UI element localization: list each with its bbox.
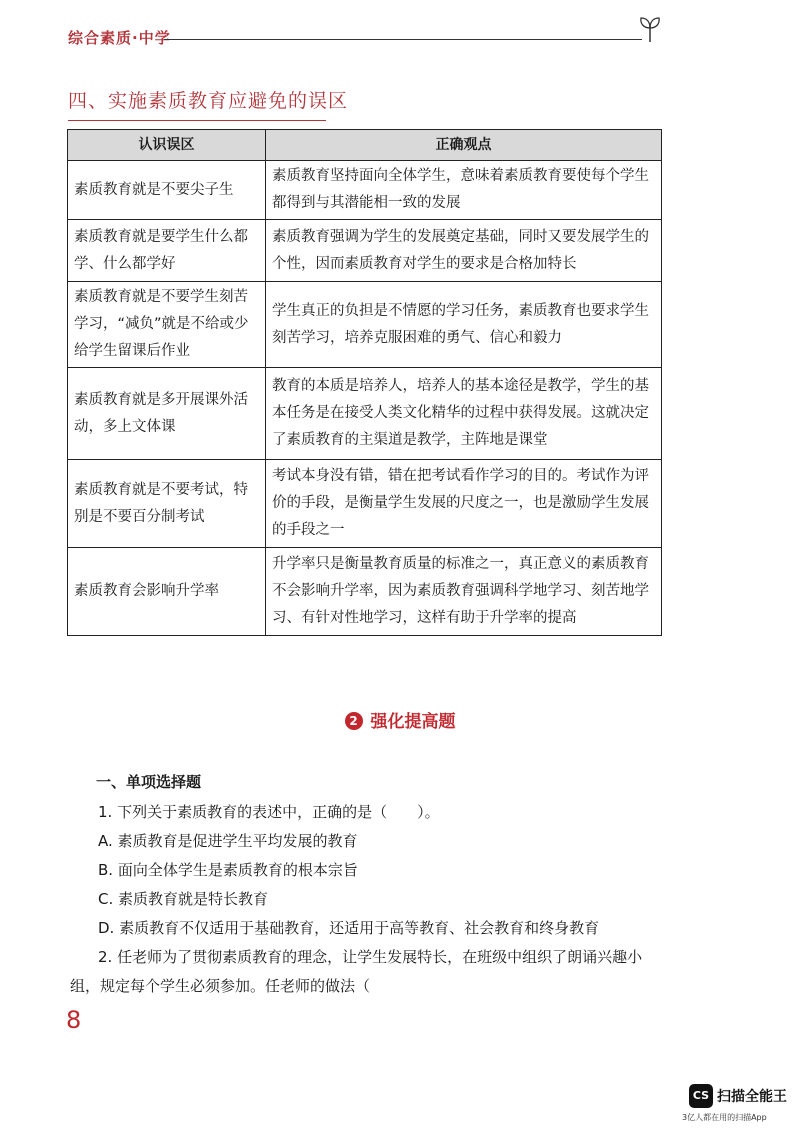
scanner-logo-icon: CS — [689, 1084, 713, 1108]
misconception-cell: 素质教育就是不要考试，特别是不要百分制考试 — [68, 460, 266, 548]
table-row — [68, 460, 662, 548]
table-row — [68, 161, 662, 220]
sprout-icon — [638, 14, 662, 44]
misconception-cell: 素质教育就是不要尖子生 — [68, 161, 266, 220]
correct-view-cell: 学生真正的负担是不情愿的学习任务，素质教育也要求学生刻苦学习，培养克服困难的勇气、信心和毅力 — [266, 282, 662, 368]
correct-view-cell: 素质教育坚持面向全体学生，意味着素质教育要使每个学生都得到与其潜能相一致的发展 — [266, 161, 662, 220]
enhance-title-text: 强化提高题 — [370, 712, 456, 732]
correct-view-cell: 教育的本质是培养人，培养人的基本途径是教学，学生的基本任务是在接受人类文化精华的过程中获得发展。这就决定了素质教育的主渠道是教学，主阵地是课堂 — [266, 368, 662, 460]
misconception-cell: 素质教育就是多开展课外活动，多上文体课 — [68, 368, 266, 460]
column-header-correct-view: 正确观点 — [266, 130, 662, 161]
header-title: 综合素质·中学 — [68, 29, 171, 47]
enhance-section-title — [0, 707, 800, 732]
table-row — [68, 220, 662, 282]
section-title: 四、实施素质教育应避免的误区 — [68, 90, 349, 112]
section-number-badge: 2 — [345, 712, 363, 730]
question-1-stem: 1. 下列关于素质教育的表述中，正确的是（ ）。 — [98, 803, 440, 821]
correct-view-cell: 升学率只是衡量教育质量的标准之一，真正意义的素质教育不会影响升学率，因为素质教育强调科学地学习、刻苦地学习、有针对性地学习，这样有助于升学率的提高 — [266, 548, 662, 636]
question-2-stem-line2: 组，规定每个学生必须参加。任老师的做法（ — [70, 977, 371, 995]
scanner-app-name: 扫描全能王 — [717, 1089, 787, 1105]
question-1-option-a: A. 素质教育是促进学生平均发展的教育 — [98, 832, 358, 850]
question-1-option-b: B. 面向全体学生是素质教育的根本宗旨 — [98, 861, 358, 879]
header-rule — [164, 39, 642, 40]
table-header-row — [68, 130, 662, 161]
section-underline — [68, 120, 326, 121]
misconception-cell: 素质教育就是要学生什么都学、什么都学好 — [68, 220, 266, 282]
table-row — [68, 548, 662, 636]
table-row — [68, 282, 662, 368]
question-part-title: 一、单项选择题 — [96, 773, 202, 791]
misconception-cell: 素质教育就是不要学生刻苦学习，“减负”就是不给或少给学生留课后作业 — [68, 282, 266, 368]
question-2-stem-line1: 2. 任老师为了贯彻素质教育的理念，让学生发展特长，在班级中组织了朗诵兴趣小 — [98, 948, 643, 966]
misconception-cell: 素质教育会影响升学率 — [68, 548, 266, 636]
correct-view-cell: 素质教育强调为学生的发展奠定基础，同时又要发展学生的个性，因而素质教育对学生的要求是合格加特长 — [266, 220, 662, 282]
column-header-misconception: 认识误区 — [68, 130, 266, 161]
misconception-table — [67, 129, 662, 636]
question-1-option-c: C. 素质教育就是特长教育 — [98, 890, 269, 908]
table-row — [68, 368, 662, 460]
question-1-option-d: D. 素质教育不仅适用于基础教育，还适用于高等教育、社会教育和终身教育 — [98, 919, 600, 937]
scanner-tagline: 3亿人都在用的扫描App — [682, 1113, 767, 1122]
page-number: 8 — [66, 1006, 82, 1034]
correct-view-cell: 考试本身没有错，错在把考试看作学习的目的。考试作为评价的手段，是衡量学生发展的尺度之一，也是激励学生发展的手段之一 — [266, 460, 662, 548]
